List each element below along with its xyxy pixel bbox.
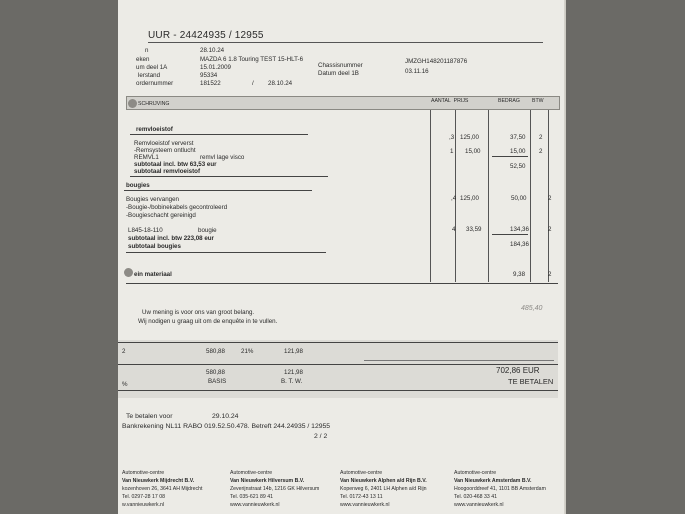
line-text: -Bougie-/bobinekabels gecontroleerd	[126, 204, 228, 211]
company-name: Van Nieuwkerk Mijdrecht B.V.	[122, 478, 195, 484]
company-name: Van Nieuwkerk Amsterdam B.V.	[454, 478, 532, 484]
amount: 134,36	[510, 226, 529, 233]
col-btw: BTW	[532, 98, 544, 104]
company-address: Hoogoorddreef 41, 1101 BB Amsterdam	[454, 486, 546, 492]
btw-code: 2	[548, 226, 552, 233]
company-phone: Tel. 020-468 33 41	[454, 494, 497, 500]
company-name: Van Nieuwkerk Alphen a/d Rijn B.V.	[340, 478, 427, 484]
grand-total: 702,86 EUR	[496, 366, 540, 375]
price: 125,00	[460, 195, 479, 202]
value-order-date: 28.10.24	[268, 80, 293, 87]
label-kenteken: eken	[136, 56, 150, 63]
klein-materiaal-label: ein materiaal	[134, 271, 172, 278]
section-rule	[126, 252, 326, 253]
company-website: www.vannieuwkerk.nl	[230, 502, 280, 508]
subtotal-amount: 52,50	[510, 163, 526, 170]
label-deel1b: Datum deel 1B	[318, 70, 359, 77]
company-address: kozenhoven 26, 3641 AH Mijdrecht	[122, 486, 203, 492]
page-number: 2 / 2	[314, 433, 328, 440]
label-chassis: Chassisnummer	[318, 62, 363, 69]
article-code: REMVL1	[134, 154, 159, 161]
totals-rule	[118, 390, 558, 391]
col-line	[530, 110, 531, 282]
company-line: Automotive-centre	[454, 470, 497, 476]
vat-base: 580,88	[206, 348, 225, 355]
company-mijdrecht	[122, 469, 202, 509]
value-model: MAZDA 6 1.8 Touring TEST 15-HLT-6	[200, 56, 304, 63]
company-phone: Tel. 0172-43 13 11	[340, 494, 383, 500]
feedback-line-2: Wij nodigen u graag uit om de enquête in te vullen.	[138, 318, 278, 325]
company-amsterdam	[454, 469, 546, 509]
section-title: remvloeistof	[136, 126, 173, 133]
company-website: w.vannieuwkerk.nl	[122, 502, 165, 508]
line-text: -Bougieschacht gereinigd	[126, 212, 196, 219]
company-hilversum	[230, 469, 319, 509]
value-chassis: JMZGH148201187876	[405, 58, 468, 65]
invoice-paper	[118, 0, 566, 514]
company-phone: Tel. 035-621 89 41	[230, 494, 273, 500]
amount-rule	[492, 156, 528, 157]
vat-amount: 121,98	[284, 348, 303, 355]
col-line	[488, 110, 489, 282]
section-title: bougies	[126, 182, 150, 189]
subtotal-incl: subtotaal incl. btw 63,53 eur	[134, 161, 217, 168]
section-rule	[130, 134, 308, 135]
subtotal-incl: subtotaal incl. btw 223,08 eur	[128, 235, 214, 242]
line-text: Bougies vervangen	[126, 196, 179, 203]
col-omschrijving: SCHRIJVING	[138, 101, 170, 107]
price: 125,00	[460, 134, 479, 141]
line-text: -Remsysteem ontlucht	[134, 147, 196, 154]
col-line	[430, 110, 431, 282]
klein-materiaal-btw: 2	[548, 271, 552, 278]
company-website: www.vannieuwkerk.nl	[454, 502, 504, 508]
totals-dash-line	[364, 360, 554, 361]
price: 15,00	[465, 148, 481, 155]
subtotal-label: subtotaal remvloeistof	[134, 168, 201, 175]
col-bedrag: BEDRAG	[498, 98, 520, 104]
qty: 4	[452, 226, 456, 233]
col-aantal-prijs: AANTAL PRIJS	[431, 98, 469, 104]
vat-percentage: 21%	[241, 348, 254, 355]
amount: 15,00	[510, 148, 526, 155]
amount: 50,00	[511, 195, 527, 202]
article-code: L845-18-110	[128, 227, 163, 234]
company-address: Zeverijnstraat 14b, 1216 GK Hilversum	[230, 486, 320, 492]
bank-line: Bankrekening NL11 RABO 019.52.50.478. Betreft 244.24935 / 12955	[122, 423, 331, 430]
basis-label: BASIS	[208, 378, 227, 385]
company-phone: Tel. 0297-28 17 08	[122, 494, 165, 500]
table-header	[126, 96, 560, 110]
total-vat: 121,98	[284, 369, 303, 376]
label-datum: n	[145, 47, 149, 54]
company-address: Koperweg 6, 2401 LH Alphen a/d Rijn	[340, 486, 427, 492]
handwritten-note: 485,40	[521, 305, 543, 312]
btw-code: 2	[539, 148, 543, 155]
invoice-title: UUR - 24424935 / 12955	[148, 30, 264, 41]
btw-code: 2	[539, 134, 543, 141]
company-alphen	[340, 469, 427, 509]
label-kilometerstand: lerstand	[138, 72, 161, 79]
table-bottom-rule	[126, 283, 558, 284]
article-desc: remvl lage visco	[200, 154, 245, 161]
company-line: Automotive-centre	[340, 470, 383, 476]
due-date: 29.10.24	[212, 413, 239, 420]
btw-code: 2	[548, 195, 552, 202]
company-name: Van Nieuwkerk Hilversum B.V.	[230, 478, 305, 484]
label-ordernummer: ordernummer	[136, 80, 174, 87]
value-datum: 28.10.24	[200, 47, 225, 54]
subtotal-label: subtotaal bougies	[128, 243, 181, 250]
qty: ,4	[451, 195, 457, 202]
value-kilometerstand: 95334	[200, 72, 218, 79]
btw-label: B. T. W.	[281, 378, 303, 385]
article-desc: bougie	[198, 227, 217, 234]
paper-edge	[564, 0, 566, 514]
value-ordernummer: 181522	[200, 80, 221, 87]
order-separator: /	[252, 80, 254, 87]
feedback-line-1: Uw mening is voor ons van groot belang.	[142, 309, 255, 316]
due-label: Te betalen voor	[126, 413, 173, 420]
qty: ,3	[449, 134, 455, 141]
vat-row-label: %	[122, 381, 128, 388]
section-rule	[124, 190, 312, 191]
line-text: Remvloeistof ververst	[134, 140, 194, 147]
vat-row-label: 2	[122, 348, 126, 355]
value-deel1b: 03.11.16	[405, 68, 429, 75]
price: 33,59	[466, 226, 482, 233]
value-deel1a: 15.01.2009	[200, 64, 231, 71]
total-basis: 580,88	[206, 369, 225, 376]
subtotal-amount: 184,36	[510, 241, 529, 248]
company-line: Automotive-centre	[122, 470, 165, 476]
label-deel1a: um deel 1A	[136, 64, 168, 71]
company-line: Automotive-centre	[230, 470, 273, 476]
klein-materiaal-amount: 9,38	[513, 271, 526, 278]
grand-total-label: TE BETALEN	[508, 377, 554, 386]
amount: 37,50	[510, 134, 526, 141]
punch-hole	[128, 99, 137, 108]
title-rule	[148, 42, 543, 43]
amount-rule	[492, 234, 528, 235]
section-rule	[130, 176, 328, 177]
qty: 1	[450, 148, 454, 155]
totals-rule	[118, 342, 558, 343]
totals-rule	[118, 364, 558, 365]
company-website: www.vannieuwkerk.nl	[340, 502, 390, 508]
punch-hole	[124, 268, 133, 277]
